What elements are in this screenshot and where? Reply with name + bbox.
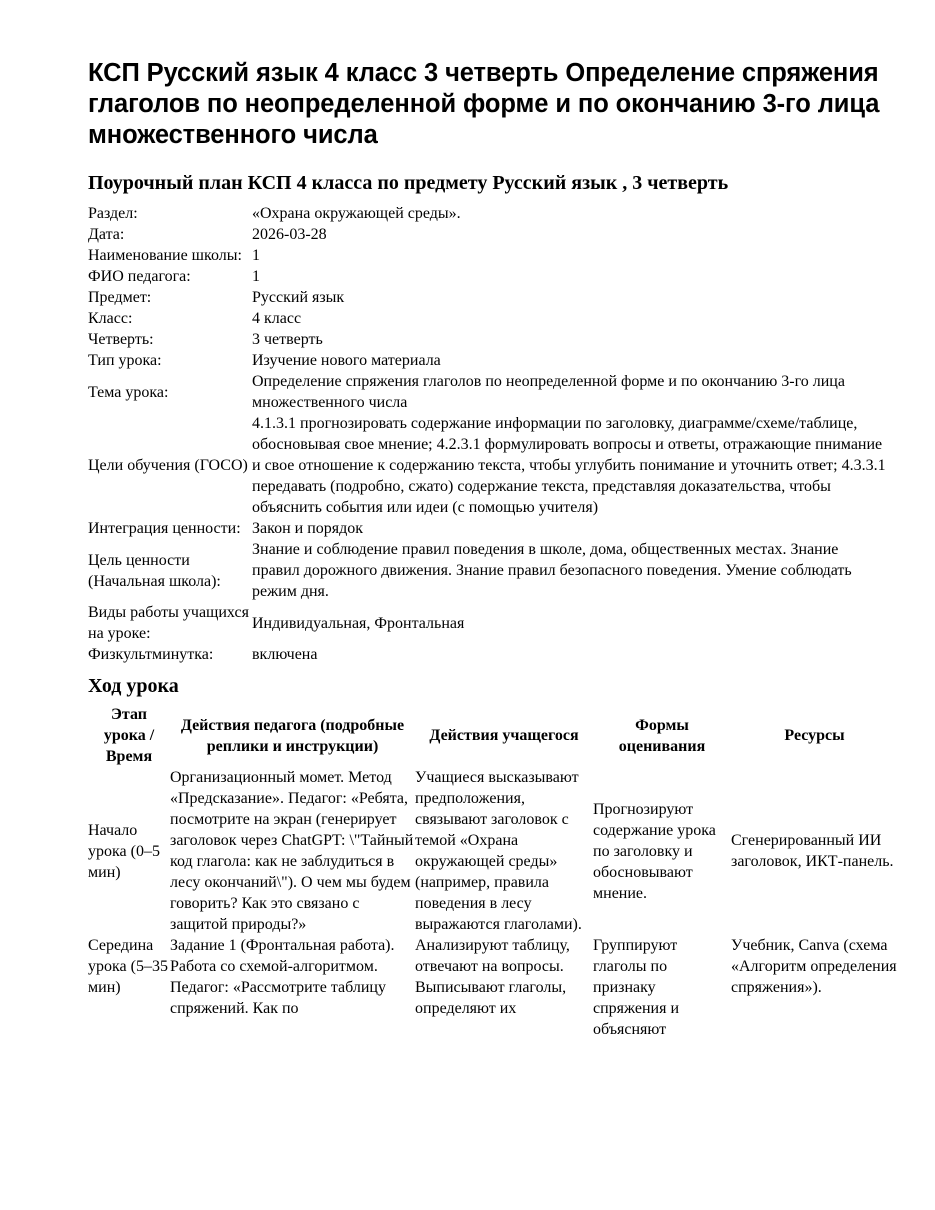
meta-value: Индивидуальная, Фронтальная bbox=[252, 614, 465, 632]
meta-label: Физкультминутка: bbox=[88, 646, 214, 663]
lesson-heading: Ход урока bbox=[88, 675, 179, 697]
table-row bbox=[88, 767, 898, 935]
meta-row bbox=[88, 371, 888, 413]
meta-row bbox=[88, 518, 888, 539]
cell-teacher-actions: Задание 1 (Фронтальная работа). Работа со схемой-алгоритмом. Педагог: «Рассмотрите таблицу спряжений. Как по bbox=[170, 937, 395, 1017]
meta-label: Цель ценности (Начальная школа): bbox=[88, 551, 221, 590]
cell-stage: Начало урока (0–5 мин) bbox=[88, 821, 160, 881]
meta-value: Определение спряжения глаголов по неопределенной форме и по окончанию 3-го лица множественного числа bbox=[252, 373, 845, 411]
meta-value: 2026-03-28 bbox=[252, 226, 327, 243]
meta-row bbox=[88, 224, 888, 245]
header-teacher-actions: Действия педагога (подробные реплики и инструкции) bbox=[180, 716, 405, 755]
meta-value: Русский язык bbox=[252, 289, 345, 306]
meta-value: включена bbox=[252, 646, 318, 663]
meta-label: Предмет: bbox=[88, 289, 152, 306]
page-title: КСП Русский язык 4 класс 3 четверть Определение спряжения глаголов по неопределенной форме и по окончанию 3-го лица множественного числа bbox=[88, 59, 880, 149]
meta-value: 4 класс bbox=[252, 310, 302, 327]
lesson-meta-table bbox=[88, 203, 888, 665]
meta-row bbox=[88, 308, 888, 329]
meta-value: Изучение нового материала bbox=[252, 352, 441, 369]
header-student-actions: Действия учащегося bbox=[429, 727, 579, 744]
meta-label: Цели обучения (ГОСО) bbox=[88, 457, 248, 474]
meta-label: Дата: bbox=[88, 226, 125, 243]
meta-row bbox=[88, 203, 888, 224]
meta-value: 4.1.3.1 прогнозировать содержание информации по заголовку, диаграмме/схеме/таблице, обосновывая свое мнение; 4.2.3.1 формулировать вопросы и ответы, отражающие пнимание и свое отношение к содержанию текста, чтобы углубить понимание и уточнить ответ; 4.3.3.1 передавать (подробно, сжато) содержание текста, представляя доказательства, чтобы объяснить события или идеи (с помощью учителя) bbox=[252, 415, 886, 516]
plan-subtitle: Поурочный план КСП 4 класса по предмету Русский язык , 3 четверть bbox=[88, 172, 729, 194]
header-resources: Ресурсы bbox=[784, 727, 845, 744]
meta-label: Виды работы учащихся на уроке: bbox=[88, 604, 249, 642]
meta-row bbox=[88, 287, 888, 308]
meta-label: Тема урока: bbox=[88, 383, 169, 401]
cell-resources: Сгенерированный ИИ заголовок, ИКТ-панель. bbox=[731, 832, 894, 870]
meta-row bbox=[88, 539, 888, 602]
table-row bbox=[88, 935, 898, 1040]
meta-value: 3 четверть bbox=[252, 331, 323, 348]
meta-label: Тип урока: bbox=[88, 352, 162, 369]
meta-label: Наименование школы: bbox=[88, 247, 242, 264]
meta-label: Интеграция ценности: bbox=[88, 520, 241, 537]
meta-label: Четверть: bbox=[88, 331, 154, 348]
header-assessment: Формы оценивания bbox=[618, 716, 706, 755]
meta-row bbox=[88, 644, 888, 665]
meta-row bbox=[88, 413, 888, 518]
document-page bbox=[88, 58, 898, 1040]
meta-value: 1 bbox=[252, 268, 260, 285]
cell-teacher-actions: Организационный момет. Метод «Предсказание». Педагог: «Ребята, посмотрите на экран (генерирует заголовок через ChatGPT: \"Тайный код глагола: как не заблудиться в лесу окончаний\"). О чем мы будем говорить? Как это связано с защитой природы?» bbox=[170, 769, 414, 933]
lesson-table-header-row bbox=[88, 704, 898, 767]
meta-row bbox=[88, 266, 888, 287]
meta-value: Закон и порядок bbox=[252, 520, 364, 537]
meta-value: 1 bbox=[252, 247, 260, 264]
meta-value: «Охрана окружающей среды». bbox=[252, 205, 461, 222]
cell-stage: Середина урока (5–35 мин) bbox=[88, 937, 168, 996]
meta-row bbox=[88, 602, 888, 644]
meta-row bbox=[88, 245, 888, 266]
meta-row bbox=[88, 350, 888, 371]
meta-label: ФИО педагога: bbox=[88, 268, 191, 285]
meta-label: Класс: bbox=[88, 310, 133, 327]
meta-row bbox=[88, 329, 888, 350]
meta-label: Раздел: bbox=[88, 205, 138, 222]
header-stage: Этап урока / Время bbox=[103, 706, 155, 765]
cell-student-actions: Анализируют таблицу, отвечают на вопросы. Выписывают глаголы, определяют их bbox=[415, 937, 570, 1017]
cell-assessment: Группируют глаголы по признаку спряжения и объясняют bbox=[593, 937, 680, 1038]
meta-value: Знание и соблюдение правил поведения в школе, дома, общественных местах. Знание правил дорожного движения. Знание правил безопасного поведения. Умение соблюдать режим дня. bbox=[252, 541, 852, 600]
cell-assessment: Прогнозируют содержание урока по заголовку и обосновывают мнение. bbox=[593, 800, 716, 902]
cell-resources: Учебник, Canva (схема «Алгоритм определения спряжения»). bbox=[731, 937, 897, 996]
cell-student-actions: Учащиеся высказывают предположения, связывают заголовок с темой «Охрана окружающей среды» (например, правила поведения в лесу выражаются глаголами). bbox=[415, 769, 582, 933]
lesson-flow-table bbox=[88, 704, 898, 1040]
